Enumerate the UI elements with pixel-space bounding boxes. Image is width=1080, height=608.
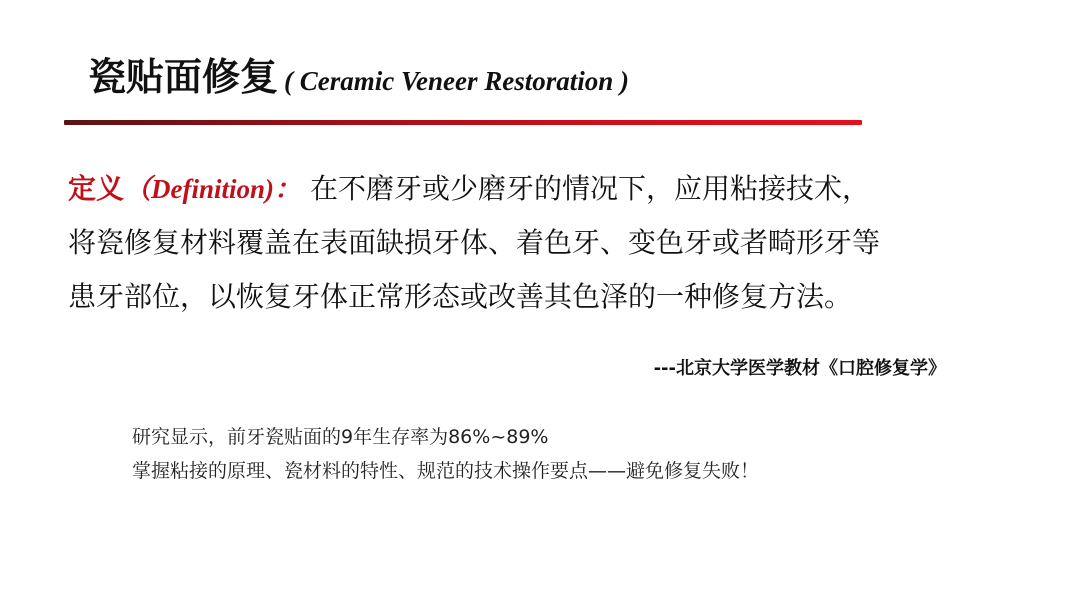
definition-text-line-3: 患牙部位，以恢复牙体正常形态或改善其色泽的一种修复方法。: [68, 280, 853, 313]
title-chinese: 瓷贴面修复: [88, 55, 279, 99]
note-key-points: 掌握粘接的原理、瓷材料的特性、规范的技术操作要点——避免修复失败！: [132, 460, 760, 482]
title-english: ( Ceramic Veneer Restoration ): [284, 66, 630, 96]
notes-block: [132, 420, 759, 488]
definition-paragraph: [68, 162, 1008, 324]
definition-text-line-2: 将瓷修复材料覆盖在表面缺损牙体、着色牙、变色牙或者畸形牙等: [68, 226, 881, 259]
definition-line-1: [68, 162, 1008, 216]
definition-label-english: （Definition)：: [124, 174, 302, 204]
definition-label: 定义: [68, 172, 125, 205]
source-citation: ---北京大学医学教材《口腔修复学》: [653, 358, 946, 379]
definition-text-line-1: 在不磨牙或少磨牙的情况下，应用粘接技术，: [309, 172, 870, 205]
note-survival-rate: 研究显示，前牙瓷贴面的9年生存率为86%~89%: [132, 426, 549, 448]
slide-title: [88, 46, 629, 106]
title-underline-divider: [64, 120, 862, 125]
